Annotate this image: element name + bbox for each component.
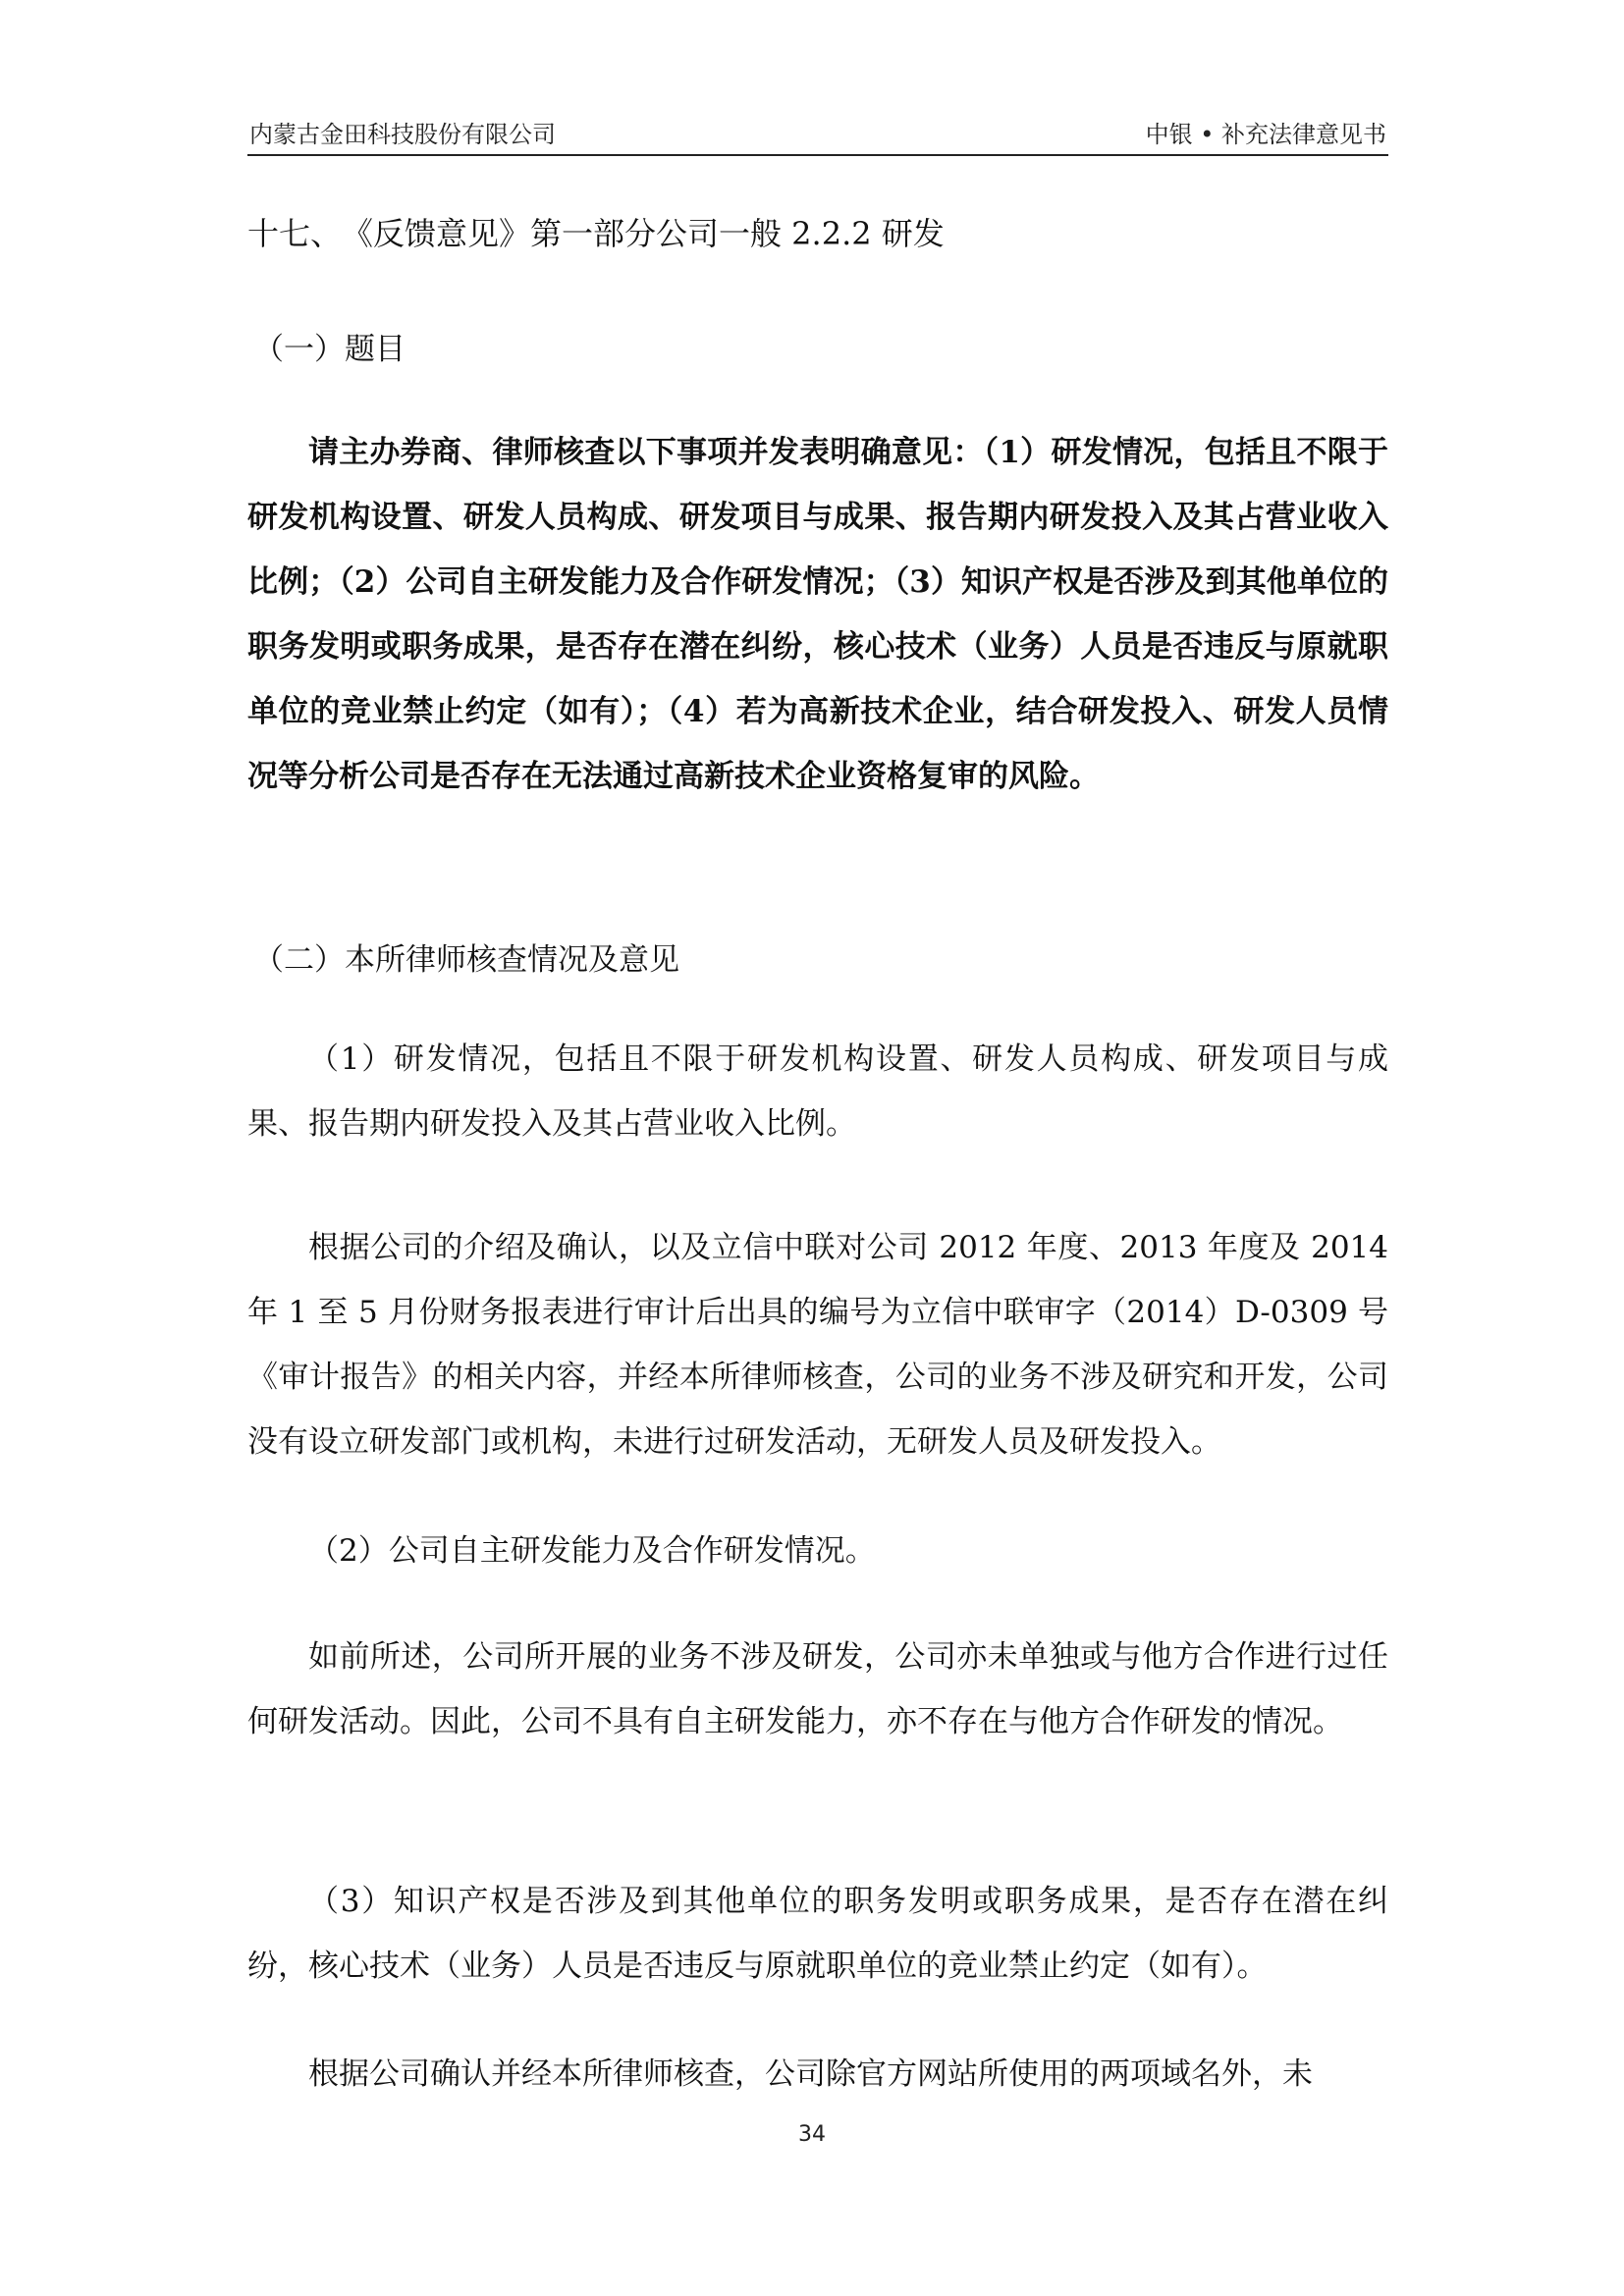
item2-title-block [247,1519,1388,1583]
item3-title: （3）知识产权是否涉及到其他单位的职务发明或职务成果，是否存在潜在纠纷，核心技术（业务）人员是否违反与原就职单位的竞业禁止约定（如有）。 [247,1884,1388,1984]
question-label: （一）题目 [253,332,406,367]
item2-body-block [247,1625,1388,1754]
item1-body: 根据公司的介绍及确认，以及立信中联对公司 2012 年度、2013 年度及 2014 年 1 至 5 月份财务报表进行审计后出具的编号为立信中联审字（2014）D-0309 号《审计报告》的相关内容，并经本所律师核查，公司的业务不涉及研究和开发，公司没有设立研发部门或机构，未进行过研发活动，无研发人员及研发投入。 [247,1230,1388,1460]
item3-body: 根据公司确认并经本所律师核查，公司除官方网站所使用的两项域名外，未 [308,2056,1313,2092]
item2-title: （2）公司自主研发能力及合作研发情况。 [308,1533,876,1569]
opinion-label: （二）本所律师核查情况及意见 [253,942,679,978]
question-text: 请主办券商、律师核查以下事项并发表明确意见：（1）研发情况，包括且不限于研发机构设置、研发人员构成、研发项目与成果、报告期内研发投入及其占营业收入比例；（2）公司自主研发能力及合作研发情况；（3）知识产权是否涉及到其他单位的职务发明或职务成果，是否存在潜在纠纷，核心技术（业务）人员是否违反与原就职单位的竞业禁止约定（如有）；（4）若为高新技术企业，结合研发投入、研发人员情况等分析公司是否存在无法通过高新技术企业资格复审的风险。 [247,435,1388,794]
page-header [247,111,1388,156]
item1-body-block [247,1215,1388,1474]
item1-title-block [247,1027,1388,1156]
item3-title-block [247,1869,1388,1999]
item3-body-block [247,2042,1388,2107]
question-block [247,420,1388,809]
section-heading: 十七、 《反馈意见》第一部分公司一般 2.2.2 研发 [247,215,945,252]
item1-title: （1）研发情况，包括且不限于研发机构设置、研发人员构成、研发项目与成果、报告期内研发投入及其占营业收入比例。 [247,1041,1388,1142]
header-company-name: 内蒙古金田科技股份有限公司 [249,121,556,148]
item2-body: 如前所述，公司所开展的业务不涉及研发，公司亦未单独或与他方合作进行过任何研发活动。因此，公司不具有自主研发能力，亦不存在与他方合作研发的情况。 [247,1639,1388,1739]
header-document-title: 中银 • 补充法律意见书 [1145,121,1386,148]
page-number: 34 [798,2122,826,2147]
